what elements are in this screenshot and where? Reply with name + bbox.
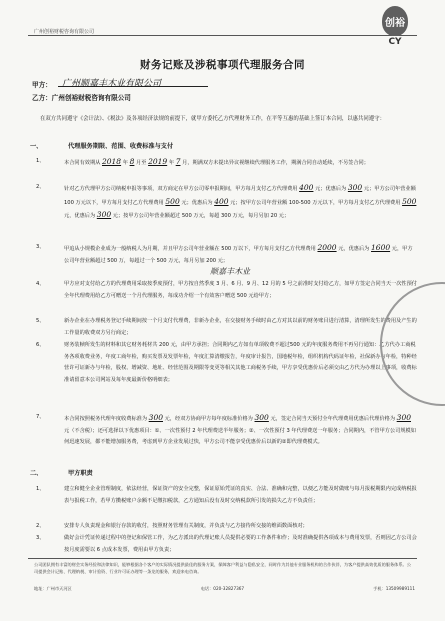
handwritten-amount: 300: [148, 413, 163, 422]
footer-mobile: 手机：13509989111: [373, 586, 415, 591]
section-1-number: 一、: [30, 143, 43, 150]
clause-number: 6、: [36, 342, 45, 348]
clause-text: 建立和健全企业管理制度，依法经营，保证资产的安全完整，保证原始凭证的真实、合法、准确和完整，以便乙方能及时做账与每月报税期限内完成纳税报表与报税工作，若甲方擞税账户余额不足缴扣税款，乙方通知后没有及时交纳税款所引发的损失乙方不负责任；: [64, 486, 417, 504]
header-divider: [28, 35, 417, 36]
clause-text: 年: [168, 160, 175, 166]
clause-number: 2、: [36, 523, 45, 529]
clause-1: [36, 156, 417, 170]
header-company: 广州创裕财税咨询有限公司: [34, 29, 95, 35]
clause-text: 甲方应对支付给乙方的代理费用采取按季度预付，甲方按自然季度 3 月、6 月、9 月、12 月的 5 号之前准时支付给乙方，如甲方签定合同当天一次性预付全年代理费用给乙方可赠送一个月代理服务，每成功介绍一个有效客户赠送 500 元给甲方；: [64, 281, 417, 299]
handwritten-amount: 300: [254, 413, 269, 422]
clause-2-2: [36, 521, 417, 533]
clause-text: 元，优惠后为: [64, 213, 96, 220]
clause-5: [36, 316, 417, 339]
clause-text: 月至: [136, 160, 147, 166]
clause-text: 安排专人负责现金和银行存款的收付，按照财务管理有关制度，并负责与乙方接待所交接的维面数面核对；: [64, 523, 308, 529]
clause-number: 3、: [36, 244, 45, 250]
clause-text: 年: [122, 160, 128, 166]
clause-text: 新办企业在办理税务登记手续期间按一个月支付代理费，非新办企业，在交接财务手续时由乙方对其以前的财务账目进行清算，清理所发生的费用及产生的工作量的收费双方另行商定；: [64, 318, 417, 336]
page-title: 财务记账及涉税事项代理服务合同: [140, 59, 305, 71]
footer-divider: [28, 558, 417, 559]
handwritten-amount: 400: [214, 196, 229, 206]
clause-2: [36, 182, 417, 223]
clause-text: 元；优惠后为: [315, 186, 347, 192]
clause-number: 1、: [36, 486, 45, 492]
handwritten-amount: 300: [96, 210, 112, 220]
clause-text: 元（不含税）；还可选择以下优惠项目：①、一次性预付 2 年代理费送半年服务；②、一次性预付 3 年代理费送一年服务；合同期内，不管甲方公司规模如何迅速发展，都不能增加服务费，考虑到甲方企业发展过快，甲方公司不能享受优惠价后以新的②即代理费模式。: [64, 427, 416, 446]
clause-6: [36, 340, 417, 386]
clause-2-1: [36, 484, 417, 507]
intro-paragraph: 在双方共同遵守《会计法》、《税法》及各项经济法规的前提下，就甲方委托乙方代理财务工作，在平等互惠的基础上签订本合同，以惠共同遵守：: [40, 116, 385, 122]
clause-number: 1、: [36, 158, 45, 164]
clause-text: 财务装帧所发生的材料和其它财务耗材共 200 元，由甲方承担；合同期内乙方如有单项收费不超过500 元的年度服务费用不再另行通知：乙方代办工商税务各项收费业务，年度工商年检，购买发票及发票年检，年度汇算清缴报告，年度审计报告，国地税年检，组织机构代码证年检，社保新办与年检，特种经营许可证新办与年检，股权、增减资、地址、经营范围及期限等变更等相关其他工商税务手续，甲方享受优惠价后必须交由乙方代为办理以上事项，收费标准请留意本公司网站及每年度最新价格明细表；: [64, 342, 417, 383]
clause-text: 针对乙方代理甲方公司纳税申报等事项，双方商定在甲方公司零申报期间，甲方每月支付乙方代理费用: [64, 186, 298, 192]
clause-2-3: [36, 533, 417, 556]
handwritten-amount: 500: [165, 196, 180, 206]
party-b-value: 广州创裕财税咨询有限公司: [51, 94, 131, 102]
party-b-label: 乙方：: [32, 94, 52, 102]
section-1-heading: [30, 141, 173, 150]
clause-text: 本合同有效期从: [64, 160, 101, 166]
handwritten-amount: 500: [402, 196, 417, 206]
handwritten-amount: 1600: [371, 243, 391, 252]
handwritten-amount: 400: [299, 183, 314, 192]
handwritten-signature: 顺嘉丰木业: [210, 267, 250, 276]
clause-7: [36, 412, 417, 449]
clause-text: 元；优惠后为: [181, 199, 213, 206]
clause-number: 4、: [36, 281, 45, 287]
clause-text: 元；按甲方公司年营业额超过 500 万元，每超 300 万元，每月另加 20 元；: [112, 213, 290, 220]
handwritten-year: 2019: [148, 157, 168, 166]
footer-phone: 电话：020-32827367: [200, 586, 245, 591]
clause-text: 元，甲方公司年营业额超过 500 万，每超过一个 500 万元，每月另加 200 元；: [64, 246, 413, 264]
clause-text: 元；按甲方公司年营业额 100-500 万元以下，甲方每月支付乙方代理费用: [230, 199, 401, 206]
logo-badge: 创裕: [382, 6, 408, 36]
section-1-title: 代理服务期限、范围、收费标准与支付: [68, 143, 174, 150]
clause-text: 月，期满双方未提出异议视继续代理服务工作，期满合同自动延续，不另签合同；: [182, 160, 369, 166]
company-logo: [368, 6, 422, 50]
section-2-title: 甲方职责: [68, 470, 93, 477]
footer-address: 地址：广州市天河区: [34, 586, 72, 591]
logo-cy-text: CY: [388, 37, 402, 47]
handwritten-month: 7: [175, 157, 181, 166]
handwritten-month: 8: [129, 157, 135, 166]
clause-4: [36, 279, 417, 302]
footer-contact: [34, 586, 415, 592]
party-b: [32, 92, 131, 102]
party-a: [32, 79, 162, 89]
handwritten-year: 2018: [101, 157, 122, 166]
handwritten-amount: 2000: [317, 243, 337, 252]
footer-note: 公司团队拥有丰富的财会实务经验和法律知识，能够根据各个客户的实际情况提供最佳的服务方案，保障客户利益与隐私安全，同时作为其他专业服务机构的合作伙伴，为客户提供高效优质的服务体系。公司提供会计记账、代理纳税、审计验资、行业许可证办理等一条龙的服务，欢迎来电咨询。: [34, 562, 411, 574]
section-2-number: 二、: [30, 470, 43, 477]
section-2-heading: [30, 468, 93, 477]
clause-text: 甲追从小规模企业成为一般纳税人为月期，并且甲方公司年营业额在 500 万以下，甲方每月支付乙方代理费用: [64, 246, 316, 252]
party-a-handwritten: 广州顺嘉丰木业有限公司: [62, 79, 162, 89]
clause-number: 5、: [36, 318, 45, 324]
handwritten-amount: 300: [396, 413, 411, 422]
clause-3: [36, 242, 417, 267]
clause-number: 2、: [36, 184, 45, 190]
clause-text: 做好会计凭证传递过程中的登记和保管工作，为乙方派出的代理记账人员提供必要的工作条件和作；及时准确提供各项成本与费用发票，否则因乙方公司会按月度需要以 6 点成本发票，费用由甲方负责；: [64, 535, 417, 553]
clause-number: 7、: [36, 414, 45, 420]
clause-text: 元；甲方公司年营业额 100 万元以下，甲方每月支付乙方代理费用: [64, 186, 416, 206]
clause-text: 本合同按照税务代理年度收费标准为: [64, 416, 148, 422]
party-a-label: 甲方：: [32, 81, 52, 89]
clause-text: 元，签定合同当天预付全年代理费用优惠后代理价格为: [270, 416, 396, 422]
handwritten-amount: 300: [347, 183, 363, 192]
clause-text: 元，优惠后为: [338, 246, 370, 252]
clause-number: 3、: [36, 535, 45, 541]
clause-text: 元，经双方协商甲方每年度标准价格为: [164, 416, 253, 422]
